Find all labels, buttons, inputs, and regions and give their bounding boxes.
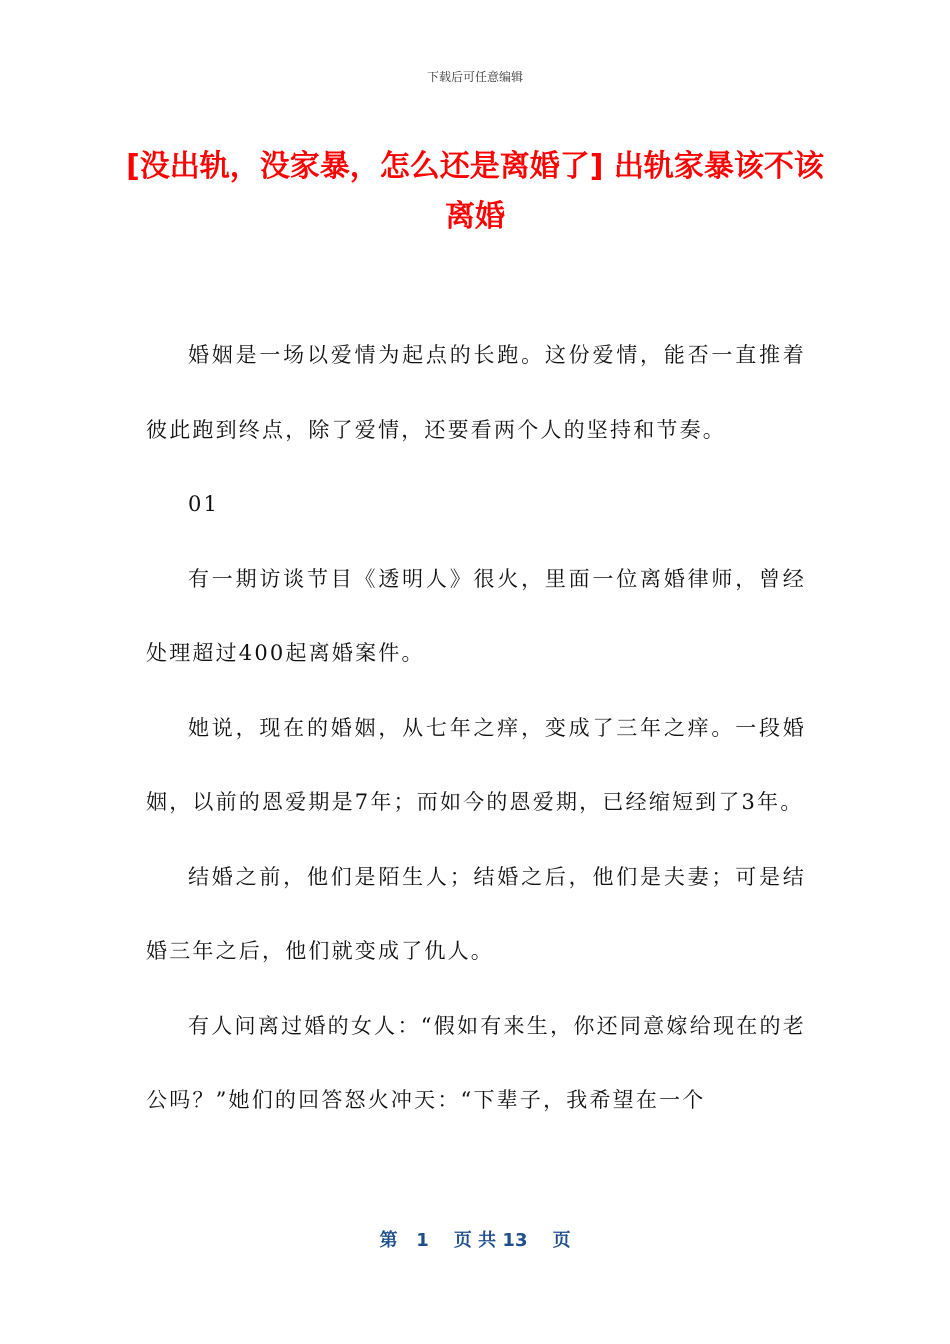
paragraph: 有一期访谈节目《透明人》很火，里面一位离婚律师，曾经处理超过400起离婚案件。 [146, 566, 806, 665]
header-note: 下载后可任意编辑 [426, 70, 523, 84]
page-footer [0, 1226, 950, 1252]
section-number: 01 [188, 492, 220, 516]
paragraph: 她说，现在的婚姻，从七年之痒，变成了三年之痒。一段婚姻，以前的恩爱期是7年；而如今的恩爱期，已经缩短到了3年。 [146, 715, 806, 814]
paragraph: 结婚之前，他们是陌生人；结婚之后，他们是夫妻；可是结婚三年之后，他们就变成了仇人。 [146, 864, 806, 963]
footer-prefix: 第 [379, 1230, 398, 1251]
document-title: [没出轨，没家暴，怎么还是离婚了] 出轨家暴该不该离婚 [126, 149, 824, 234]
footer-middle: 页 共 [453, 1230, 497, 1251]
footer-current-page: 1 [416, 1230, 429, 1251]
paragraph: 有人问离过婚的女人：“假如有来生，你还同意嫁给现在的老公吗？”她们的回答怒火冲天：“下辈子，我希望在一个 [146, 1013, 806, 1112]
footer-total-pages: 13 [502, 1230, 528, 1251]
footer-suffix: 页 [552, 1230, 571, 1251]
document-body [146, 318, 806, 1138]
paragraph: 婚姻是一场以爱情为起点的长跑。这份爱情，能否一直推着彼此跑到终点，除了爱情，还要看两个人的坚持和节奏。 [146, 343, 806, 442]
